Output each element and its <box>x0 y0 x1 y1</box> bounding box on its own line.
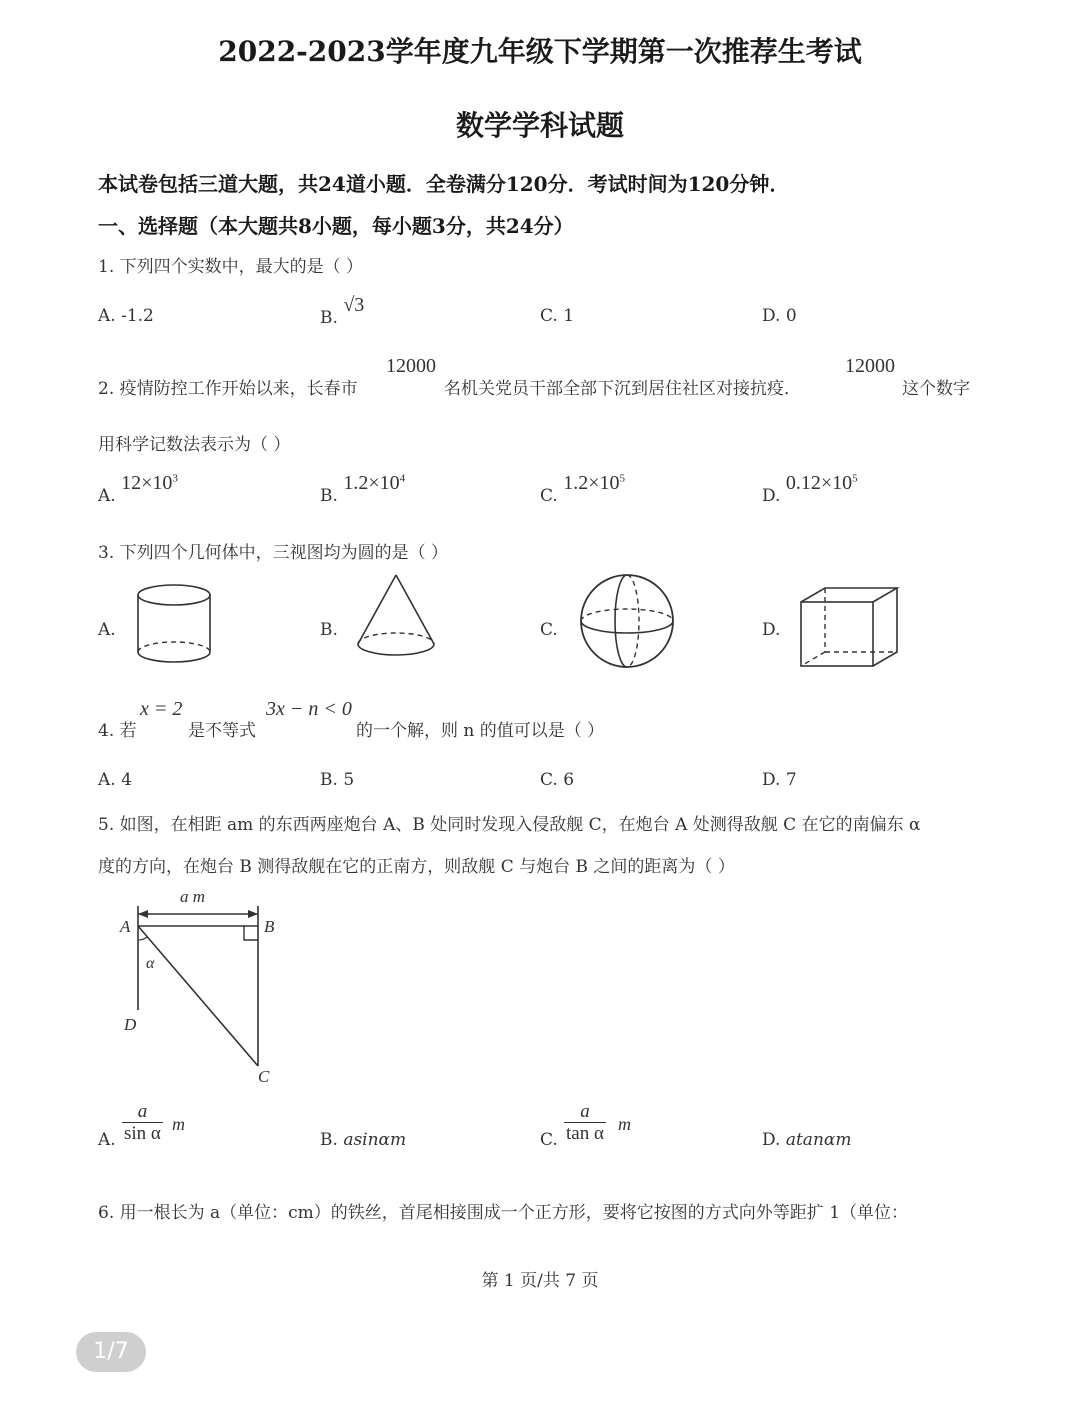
option-value: asinαm <box>343 1130 407 1150</box>
option-value: 6 <box>563 770 575 790</box>
question-1-stem: 1. 下列四个实数中，最大的是（ ） <box>98 257 364 277</box>
question-5-line-2: 度的方向，在炮台 B 测得敌舰在它的正南方，则敌舰 C 与炮台 B 之间的距离为（ ） <box>98 857 735 877</box>
option-label: D. <box>762 486 781 506</box>
angle-alpha-label: α <box>146 955 155 972</box>
cone-icon <box>354 572 438 668</box>
option-value: 5 <box>343 770 355 790</box>
fraction-numerator: a <box>580 1101 590 1122</box>
q5-option-c-unit: m <box>618 1114 631 1134</box>
q5-option-b[interactable] <box>320 1130 406 1150</box>
option-value: atanαm <box>785 1130 852 1150</box>
question-2-stem-c: 这个数字 <box>902 379 970 399</box>
option-label: B. <box>320 1130 338 1150</box>
q5-option-a-label[interactable]: A. <box>98 1130 116 1150</box>
q4-option-d[interactable] <box>762 770 797 790</box>
option-label: A. <box>98 486 116 506</box>
option-value: -1.2 <box>121 306 154 326</box>
fraction-denominator: sin α <box>124 1123 161 1144</box>
question-5-line-1: 5. 如图，在相距 am 的东西两座炮台 A、B 处同时发现入侵敌舰 C，在炮台 A 处测得敌舰 C 在它的南偏东 α <box>98 815 921 835</box>
q3-option-d-label[interactable]: D. <box>762 620 781 640</box>
exam-title: 2022-2023学年度九年级下学期第一次推荐生考试 <box>218 35 862 68</box>
option-label: C. <box>540 306 558 326</box>
question-2-stem-b: 名机关党员干部全部下沉到居住社区对接抗疫． <box>444 379 801 399</box>
q5-option-a-unit: m <box>172 1114 185 1134</box>
option-mantissa: 1.2×10 <box>563 472 620 494</box>
option-label: B. <box>320 770 338 790</box>
segment-ac <box>138 926 258 1066</box>
cylinder-icon <box>134 582 214 672</box>
q4-option-c[interactable] <box>540 770 574 790</box>
cube-icon <box>798 586 900 670</box>
question-2-stem-d: 用科学记数法表示为（ ） <box>98 435 291 455</box>
point-c-label: C <box>258 1067 270 1086</box>
option-value: 4 <box>121 770 132 790</box>
option-label: D. <box>762 1130 781 1150</box>
option-value: √3 <box>343 294 365 316</box>
question-4-stem-c: 的一个解，则 n 的值可以是（ ） <box>356 721 605 741</box>
fraction-denominator: tan α <box>566 1123 604 1144</box>
arrow-right-icon <box>248 910 258 918</box>
arrow-left-icon <box>138 910 148 918</box>
angle-arc <box>138 937 147 940</box>
option-label: A. <box>98 770 116 790</box>
question-4-stem-a: 4. 若 <box>98 721 137 741</box>
option-value: 1 <box>563 306 575 326</box>
option-label: B. <box>320 486 338 506</box>
option-mantissa: 1.2×10 <box>343 472 400 494</box>
q1-option-b[interactable] <box>320 294 365 329</box>
q5-option-a-fraction <box>122 1102 163 1145</box>
q5-option-d[interactable] <box>762 1130 852 1150</box>
question-6-stem: 6. 用一根长为 a（单位：cm）的铁丝，首尾相接围成一个正方形，要将它按图的方式向外等距扩 1（单位： <box>98 1203 909 1223</box>
q3-option-a-label[interactable]: A. <box>98 620 116 640</box>
option-label: D. <box>762 306 781 326</box>
point-d-label: D <box>124 1015 137 1034</box>
option-exponent: 5 <box>619 472 625 485</box>
option-label: D. <box>762 770 781 790</box>
option-label: C. <box>540 486 558 506</box>
exam-subtitle: 数学学科试题 <box>455 109 624 142</box>
option-label: C. <box>540 770 558 790</box>
q1-option-c[interactable] <box>540 306 574 326</box>
option-value: 7 <box>785 770 797 790</box>
page-footer: 第 1 页/共 7 页 <box>481 1271 599 1291</box>
q3-option-c-label[interactable]: C. <box>540 620 558 640</box>
q2-number-1: 12000 <box>386 355 436 377</box>
option-exponent: 5 <box>852 472 858 485</box>
q2-number-2: 12000 <box>845 355 895 377</box>
q4-option-a[interactable] <box>98 770 132 790</box>
q5-geometry-figure <box>110 882 290 1092</box>
point-a-label: A <box>120 917 131 936</box>
right-angle-mark <box>244 926 258 940</box>
question-2-stem-a: 2. 疫情防控工作开始以来，长春市 <box>98 379 358 399</box>
page-indicator[interactable]: 1/7 <box>76 1332 146 1372</box>
option-mantissa: 12×10 <box>121 472 173 494</box>
option-mantissa: 0.12×10 <box>785 472 853 494</box>
question-3-stem: 3. 下列四个几何体中，三视图均为圆的是（ ） <box>98 543 449 563</box>
point-b-label: B <box>264 917 275 936</box>
section-heading: 一、选择题（本大题共8小题，每小题3分，共24分） <box>98 214 574 238</box>
option-exponent: 3 <box>172 472 178 485</box>
q1-option-d[interactable] <box>762 306 797 326</box>
option-exponent: 4 <box>399 472 406 485</box>
q3-option-b-label[interactable]: B. <box>320 620 338 640</box>
fraction-numerator: a <box>137 1101 148 1122</box>
sphere-icon <box>578 572 676 670</box>
option-value: 0 <box>785 306 797 326</box>
option-label: A. <box>98 306 116 326</box>
distance-label: a m <box>180 887 206 906</box>
q5-option-c-fraction <box>564 1102 606 1145</box>
question-4-stem-b: 是不等式 <box>188 721 256 741</box>
q4-expression-2: 3x − n < 0 <box>266 698 352 720</box>
exam-intro: 本试卷包括三道大题，共24道小题．全卷满分120分．考试时间为120分钟． <box>98 172 790 196</box>
q4-expression-1: x = 2 <box>140 698 183 720</box>
q1-option-a[interactable] <box>98 306 154 326</box>
q5-option-c-label[interactable]: C. <box>540 1130 558 1150</box>
q4-option-b[interactable] <box>320 770 354 790</box>
option-label: B. <box>320 308 338 328</box>
